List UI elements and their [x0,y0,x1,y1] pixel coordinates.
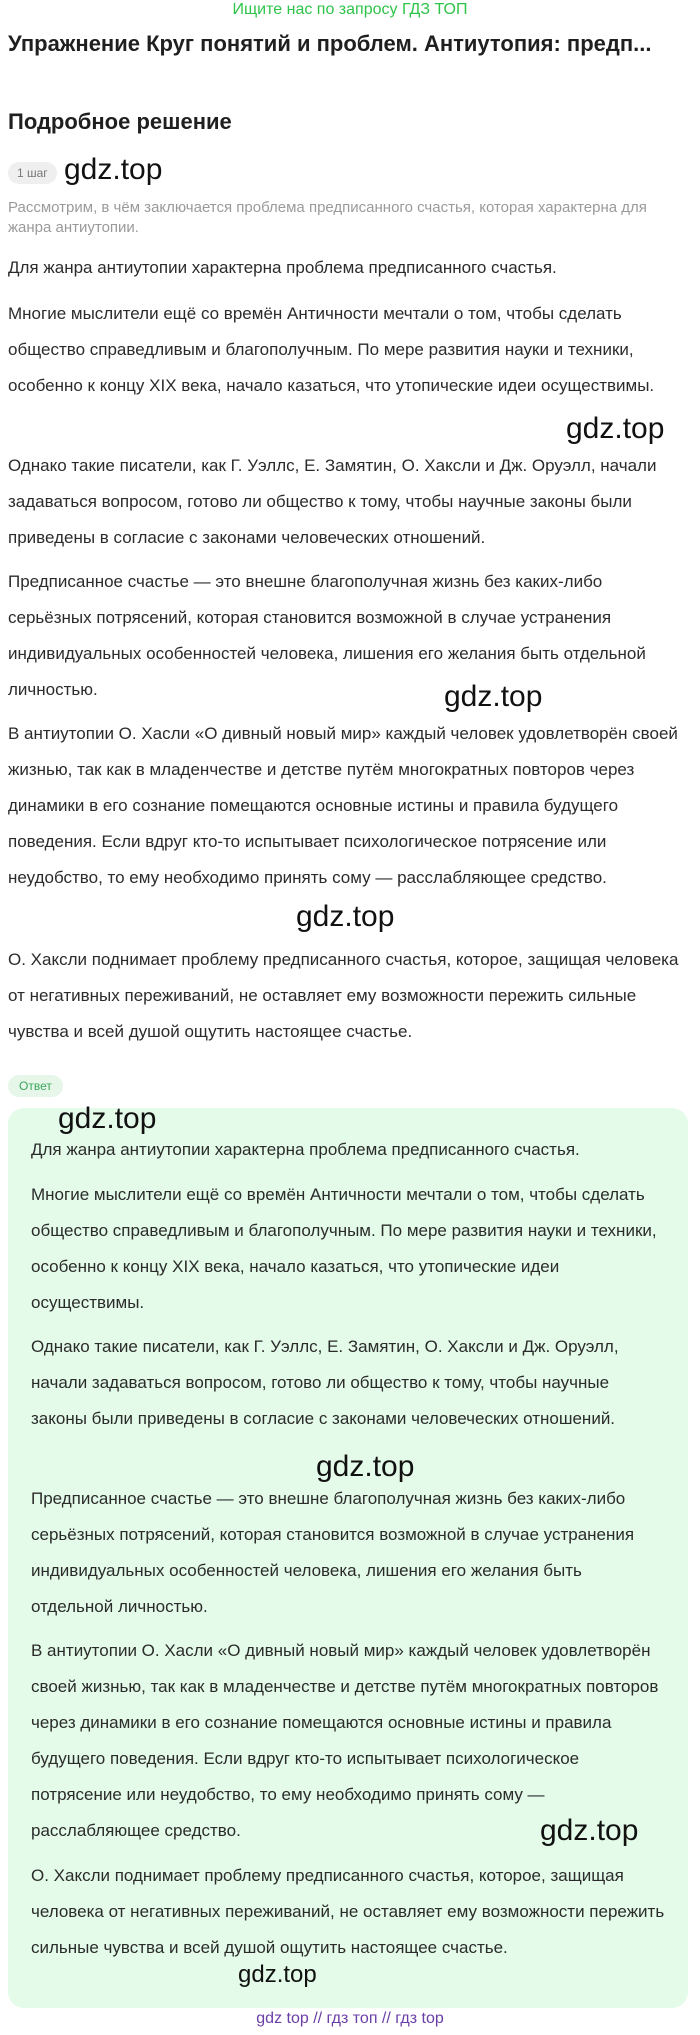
answer-paragraph-1: Для жанра антиутопии характерна проблема предписанного счастья. [31,1140,580,1159]
watermark: gdz.top [444,680,543,713]
step-badge: 1 шаг [8,162,57,184]
answer-paragraph-2: Многие мыслители ещё со времён Античности мечтали о том, чтобы сделать общество справедливым и благополучным. По мере развития науки и техники, особенно к концу XIX века, начало казаться, что утопические идеи осуществимы. [31,1185,657,1312]
solution-paragraph-6: О. Хаксли поднимает проблему предписанного счастья, которое, защищая человека от негативных переживаний, не оставляет ему возможности пережить сильные чувства и всей душой ощутить настоящее счастье. [8,950,679,1041]
solution-heading: Подробное решение [8,109,232,134]
answer-paragraph-3: Однако такие писатели, как Г. Уэллс, Е. Замятин, О. Хаксли и Дж. Оруэлл, начали задаваться вопросом, готово ли общество к тому, чтобы научные законы были приведены в согласие с законами человеческих отношений. [31,1337,619,1428]
watermark: gdz.top [64,153,163,186]
answer-badge: Ответ [8,1075,63,1097]
answer-paragraph-4: Предписанное счастье — это внешне благополучная жизнь без каких-либо серьёзных потрясений, которая становится возможной в случае устранения индивидуальных особенностей человека, лишения его желания быть отдельной личностью. [31,1489,635,1616]
page-title: Упражнение Круг понятий и проблем. Антиутопия: предп... [8,31,652,56]
watermark: gdz.top [316,1450,415,1483]
solution-paragraph-1: Для жанра антиутопии характерна проблема предписанного счастья. [8,258,557,277]
watermark: gdz.top [566,412,665,445]
solution-paragraph-4: Предписанное счастье — это внешне благополучная жизнь без каких-либо серьёзных потрясений, которая становится возможной в случае устранения индивидуальных особенностей человека, лишения его желания быть отдельной личностью. [8,572,646,699]
watermark: gdz.top [58,1102,157,1135]
footer-links[interactable]: gdz top // гдз топ // гдз top [256,2010,444,2027]
watermark: gdz.top [296,900,395,933]
answer-paragraph-6: О. Хаксли поднимает проблему предписанного счастья, которое, защищая человека от негативных переживаний, не оставляет ему возможности пережить сильные чувства и всей душой ощутить настоящее счастье. [31,1866,665,1957]
search-banner[interactable]: Ищите нас по запросу ГДЗ ТОП [232,1,468,18]
step-hint: Рассмотрим, в чём заключается проблема предписанного счастья, которая характерна для жанра антиутопии. [8,199,647,236]
watermark: gdz.top [540,1814,639,1847]
solution-paragraph-2: Многие мыслители ещё со времён Античности мечтали о том, чтобы сделать общество справедливым и благополучным. По мере развития науки и техники, особенно к концу XIX века, начало казаться, что утопические идеи осуществимы. [8,304,655,395]
watermark: gdz.top [238,1961,317,1988]
solution-paragraph-5: В антиутопии О. Хасли «О дивный новый мир» каждый человек удовлетворён своей жизнью, так как в младенчестве и детстве путём многократных повторов через динамики в его сознание помещаются основные истины и правила будущего поведения. Если вдруг кто-то испытывает психологическое потрясение или неудобство, то ему необходимо принять сому — расслабляющее средство. [8,724,678,887]
solution-paragraph-3: Однако такие писатели, как Г. Уэллс, Е. Замятин, О. Хаксли и Дж. Оруэлл, начали задаваться вопросом, готово ли общество к тому, чтобы научные законы были приведены в согласие с законами человеческих отношений. [8,456,657,547]
answer-paragraph-5: В антиутопии О. Хасли «О дивный новый мир» каждый человек удовлетворён своей жизнью, так как в младенчестве и детстве путём многократных повторов через динамики в его сознание помещаются основные истины и правила будущего поведения. Если вдруг кто-то испытывает психологическое потрясение или неудобство, то ему необходимо принять сому — расслабляющее средство. [31,1641,659,1840]
